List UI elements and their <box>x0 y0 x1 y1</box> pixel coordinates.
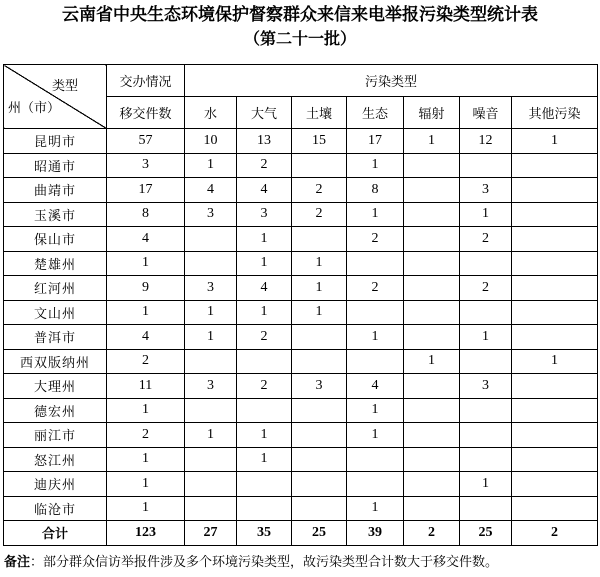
table-cell: 1 <box>237 227 292 252</box>
table-row <box>4 202 598 227</box>
table-cell: 3 <box>460 374 512 399</box>
table-cell: 1 <box>237 300 292 325</box>
table-cell: 3 <box>460 178 512 203</box>
table-cell: 3 <box>107 153 185 178</box>
table-cell: 1 <box>460 325 512 350</box>
table-cell <box>185 227 237 252</box>
region-name-cell: 迪庆州 <box>4 472 107 497</box>
table-cell: 1 <box>460 472 512 497</box>
table-cell: 1 <box>107 472 185 497</box>
table-cell <box>460 349 512 374</box>
table-cell <box>512 472 598 497</box>
table-cell: 17 <box>347 129 404 154</box>
table-cell <box>292 398 347 423</box>
page-title: 云南省中央生态环境保护督察群众来信来电举报污染类型统计表 <box>62 5 538 25</box>
table-cell <box>512 447 598 472</box>
region-name-cell: 昆明市 <box>4 129 107 154</box>
table-row <box>4 251 598 276</box>
table-row <box>4 349 598 374</box>
table-cell: 1 <box>107 251 185 276</box>
table-cell: 8 <box>347 178 404 203</box>
table-cell: 4 <box>185 178 237 203</box>
table-row <box>4 398 598 423</box>
table-cell: 2 <box>347 227 404 252</box>
table-cell <box>512 202 598 227</box>
table-cell: 1 <box>185 423 237 448</box>
table-cell: 3 <box>292 374 347 399</box>
table-cell <box>404 325 460 350</box>
column-header-other: 其他污染 <box>512 97 598 129</box>
table-cell: 4 <box>107 325 185 350</box>
statistics-table <box>3 64 598 546</box>
table-cell <box>512 300 598 325</box>
header-row-groups <box>4 65 598 97</box>
table-cell <box>347 300 404 325</box>
pollution-group-header: 污染类型 <box>185 65 598 97</box>
table-cell <box>347 349 404 374</box>
table-row <box>4 374 598 399</box>
table-cell <box>185 472 237 497</box>
table-cell: 1 <box>292 300 347 325</box>
table-cell <box>404 276 460 301</box>
table-cell: 2 <box>347 276 404 301</box>
table-cell: 2 <box>460 276 512 301</box>
table-cell <box>347 251 404 276</box>
table-cell <box>404 227 460 252</box>
region-name-cell: 红河州 <box>4 276 107 301</box>
table-row <box>4 496 598 521</box>
table-cell: 2 <box>237 325 292 350</box>
total-label-cell: 合计 <box>4 521 107 546</box>
table-row <box>4 227 598 252</box>
table-cell <box>404 472 460 497</box>
type-header-label: 类型 <box>51 79 78 94</box>
table-cell: 1 <box>292 276 347 301</box>
region-name-cell: 德宏州 <box>4 398 107 423</box>
table-cell: 2 <box>237 153 292 178</box>
table-cell: 4 <box>237 276 292 301</box>
table-cell <box>460 423 512 448</box>
table-cell <box>404 374 460 399</box>
table-cell: 57 <box>107 129 185 154</box>
table-cell <box>292 349 347 374</box>
table-cell <box>404 447 460 472</box>
total-value-cell: 35 <box>237 521 292 546</box>
table-row <box>4 153 598 178</box>
table-cell <box>404 423 460 448</box>
table-cell <box>512 496 598 521</box>
table-cell <box>512 251 598 276</box>
total-value-cell: 25 <box>292 521 347 546</box>
table-cell <box>292 496 347 521</box>
column-header-transferred: 移交件数 <box>107 97 185 129</box>
table-cell <box>404 178 460 203</box>
table-cell: 1 <box>185 325 237 350</box>
region-name-cell: 楚雄州 <box>4 251 107 276</box>
table-cell <box>512 227 598 252</box>
table-cell: 9 <box>107 276 185 301</box>
column-header-air: 大气 <box>237 97 292 129</box>
table-cell: 1 <box>347 325 404 350</box>
table-cell: 3 <box>185 202 237 227</box>
table-row <box>4 325 598 350</box>
table-cell: 2 <box>292 178 347 203</box>
table-cell <box>460 398 512 423</box>
table-cell <box>512 178 598 203</box>
table-cell: 8 <box>107 202 185 227</box>
table-cell <box>185 398 237 423</box>
region-name-cell: 曲靖市 <box>4 178 107 203</box>
table-cell: 2 <box>460 227 512 252</box>
column-header-soil: 土壤 <box>292 97 347 129</box>
table-cell: 2 <box>107 349 185 374</box>
table-cell: 12 <box>460 129 512 154</box>
region-name-cell: 丽江市 <box>4 423 107 448</box>
table-cell: 1 <box>512 129 598 154</box>
table-cell <box>460 251 512 276</box>
table-cell: 1 <box>347 153 404 178</box>
table-cell <box>512 325 598 350</box>
table-cell <box>460 447 512 472</box>
region-name-cell: 西双版纳州 <box>4 349 107 374</box>
table-cell <box>512 398 598 423</box>
table-cell <box>185 447 237 472</box>
region-name-cell: 怒江州 <box>4 447 107 472</box>
table-cell <box>512 423 598 448</box>
table-cell <box>292 325 347 350</box>
table-cell: 1 <box>347 202 404 227</box>
footnote-label: 备注 <box>4 555 31 570</box>
region-name-cell: 保山市 <box>4 227 107 252</box>
table-cell <box>460 153 512 178</box>
table-cell: 4 <box>237 178 292 203</box>
total-value-cell: 25 <box>460 521 512 546</box>
table-cell: 2 <box>107 423 185 448</box>
table-cell <box>237 472 292 497</box>
table-row <box>4 276 598 301</box>
table-cell: 1 <box>237 251 292 276</box>
table-cell: 2 <box>237 374 292 399</box>
table-cell <box>404 153 460 178</box>
table-cell: 4 <box>107 227 185 252</box>
column-header-water: 水 <box>185 97 237 129</box>
footnote-text: ：部分群众信访举报件涉及多个环境污染类型，故污染类型合计数大于移交件数。 <box>30 555 499 570</box>
table-cell: 1 <box>185 300 237 325</box>
table-cell: 1 <box>404 349 460 374</box>
table-cell <box>292 472 347 497</box>
total-row <box>4 521 598 546</box>
table-cell: 13 <box>237 129 292 154</box>
table-cell: 10 <box>185 129 237 154</box>
table-row <box>4 423 598 448</box>
table-cell: 4 <box>347 374 404 399</box>
table-cell <box>185 251 237 276</box>
table-cell: 2 <box>292 202 347 227</box>
total-value-cell: 123 <box>107 521 185 546</box>
table-cell: 1 <box>404 129 460 154</box>
table-row <box>4 178 598 203</box>
table-cell <box>404 300 460 325</box>
table-row <box>4 447 598 472</box>
table-cell <box>292 227 347 252</box>
table-cell <box>237 398 292 423</box>
column-header-ecology: 生态 <box>347 97 404 129</box>
table-cell: 3 <box>185 276 237 301</box>
table-cell: 1 <box>347 423 404 448</box>
region-name-cell: 文山州 <box>4 300 107 325</box>
total-value-cell: 27 <box>185 521 237 546</box>
table-cell: 1 <box>107 300 185 325</box>
table-cell: 1 <box>347 398 404 423</box>
region-name-cell: 大理州 <box>4 374 107 399</box>
table-cell <box>292 447 347 472</box>
total-value-cell: 2 <box>512 521 598 546</box>
table-cell: 15 <box>292 129 347 154</box>
table-cell: 11 <box>107 374 185 399</box>
region-name-cell: 昭通市 <box>4 153 107 178</box>
table-cell: 1 <box>237 447 292 472</box>
table-cell <box>292 423 347 448</box>
column-header-noise: 噪音 <box>460 97 512 129</box>
table-cell <box>347 447 404 472</box>
table-cell: 17 <box>107 178 185 203</box>
region-name-cell: 普洱市 <box>4 325 107 350</box>
page-subtitle: （第二十一批） <box>243 29 356 48</box>
table-cell: 1 <box>512 349 598 374</box>
table-cell: 1 <box>185 153 237 178</box>
table-cell: 1 <box>347 496 404 521</box>
handling-group-header: 交办情况 <box>107 65 185 97</box>
table-cell <box>404 398 460 423</box>
table-cell: 1 <box>292 251 347 276</box>
table-cell <box>512 276 598 301</box>
table-cell <box>404 496 460 521</box>
table-cell: 1 <box>460 202 512 227</box>
region-name-cell: 临沧市 <box>4 496 107 521</box>
total-value-cell: 2 <box>404 521 460 546</box>
table-cell <box>237 496 292 521</box>
table-cell <box>292 153 347 178</box>
table-cell <box>237 349 292 374</box>
total-value-cell: 39 <box>347 521 404 546</box>
diagonal-header-cell <box>4 65 107 129</box>
table-cell: 3 <box>237 202 292 227</box>
table-cell <box>404 251 460 276</box>
table-row <box>4 300 598 325</box>
table-cell <box>185 496 237 521</box>
table-cell <box>347 472 404 497</box>
table-row <box>4 129 598 154</box>
table-cell <box>512 374 598 399</box>
table-row <box>4 472 598 497</box>
table-cell: 1 <box>107 496 185 521</box>
table-cell <box>460 300 512 325</box>
table-cell <box>185 349 237 374</box>
region-header-label: 州（市） <box>8 101 61 116</box>
table-cell: 3 <box>185 374 237 399</box>
region-name-cell: 玉溪市 <box>4 202 107 227</box>
table-cell: 1 <box>107 447 185 472</box>
table-cell <box>512 153 598 178</box>
footnote <box>4 554 498 572</box>
table-cell <box>404 202 460 227</box>
table-cell <box>460 496 512 521</box>
table-cell: 1 <box>237 423 292 448</box>
table-cell: 1 <box>107 398 185 423</box>
column-header-radiation: 辐射 <box>404 97 460 129</box>
